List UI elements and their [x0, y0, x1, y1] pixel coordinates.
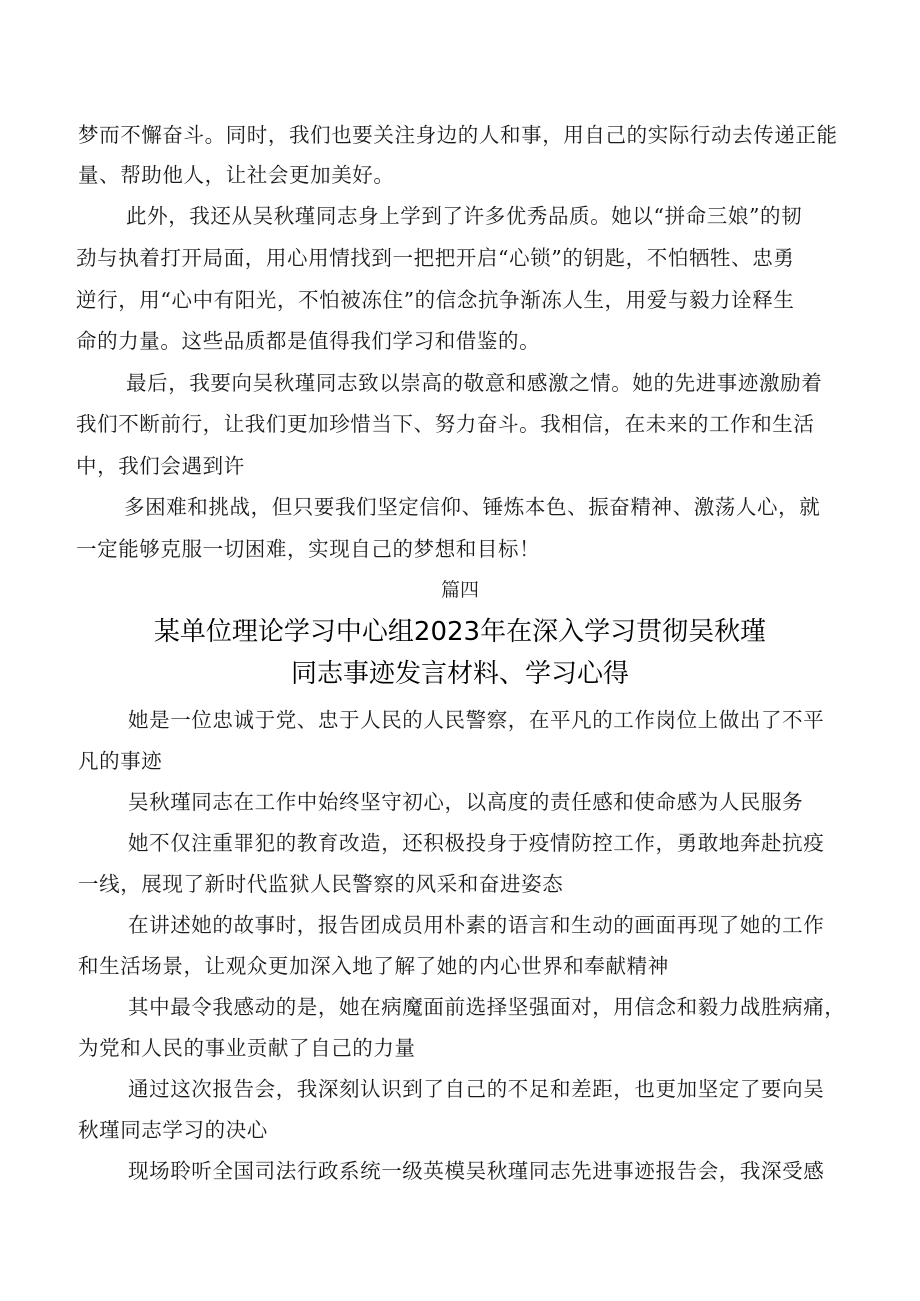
paragraph-line: 吴秋瑾同志在工作中始终坚守初心，以高度的责任感和使命感为人民服务	[128, 790, 804, 814]
paragraph-line: 一定能够克服一切困难，实现自己的梦想和目标！	[76, 537, 541, 561]
paragraph-line: 她不仅注重罪犯的教育改造，还积极投身于疫情防控工作，勇敢地奔赴抗疫	[128, 831, 825, 855]
paragraph-line: 秋瑾同志学习的决心	[78, 1118, 268, 1142]
paragraph-line: 中，我们会遇到许	[76, 454, 245, 478]
paragraph-line: 现场聆听全国司法行政系统一级英模吴秋瑾同志先进事迹报告会，我深受感	[128, 1159, 825, 1183]
paragraph-line: 在讲述她的故事时，报告团成员用朴素的语言和生动的画面再现了她的工作	[128, 913, 825, 937]
paragraph-line: 通过这次报告会，我深刻认识到了自己的不足和差距，也更加坚定了要向吴	[128, 1077, 825, 1101]
paragraph-line: 量、帮助他人，让社会更加美好。	[78, 163, 395, 187]
paragraph-line: 梦而不懈奋斗。同时，我们也要关注身边的人和事，用自己的实际行动去传递正能	[78, 123, 838, 147]
paragraph-line: 和生活场景，让观众更加深入地了解了她的内心世界和奉献精神	[78, 954, 669, 978]
paragraph-line: 凡的事迹	[78, 749, 163, 773]
document-title-line: 同志事迹发言材料、学习心得	[290, 659, 629, 689]
section-label: 篇四	[440, 579, 479, 601]
paragraph-line: 为党和人民的事业贡献了自己的力量	[78, 1036, 416, 1060]
paragraph-line: 一线，展现了新时代监狱人民警察的风采和奋进姿态	[78, 872, 564, 896]
document-title-line: 某单位理论学习中心组2023年在深入学习贯彻吴秋瑾	[153, 617, 767, 647]
paragraph-line: 逆行，用“心中有阳光，不怕被冻住”的信念抗争渐冻人生，用爱与毅力诠释生	[76, 288, 795, 312]
paragraph-line: 最后，我要向吴秋瑾同志致以崇高的敬意和感激之情。她的先进事迹激励着	[126, 371, 823, 395]
paragraph-line: 多困难和挑战，但只要我们坚定信仰、锤炼本色、振奋精神、激荡人心，就	[124, 495, 821, 519]
paragraph-line: 她是一位忠诚于党、忠于人民的人民警察，在平凡的工作岗位上做出了不平	[128, 708, 825, 732]
paragraph-line: 我们不断前行，让我们更加珍惜当下、努力奋斗。我相信，在未来的工作和生活	[76, 412, 815, 436]
paragraph-line: 其中最令我感动的是，她在病魔面前选择坚强面对，用信念和毅力战胜病痛，	[128, 995, 846, 1019]
paragraph-line: 劲与执着打开局面，用心用情找到一把把开启“心锁”的钥匙，不怕牺牲、忠勇	[76, 246, 795, 270]
paragraph-line: 命的力量。这些品质都是值得我们学习和借鉴的。	[76, 329, 541, 353]
paragraph-line: 此外，我还从吴秋瑾同志身上学到了许多优秀品质。她以“拼命三娘”的韧	[126, 204, 803, 228]
